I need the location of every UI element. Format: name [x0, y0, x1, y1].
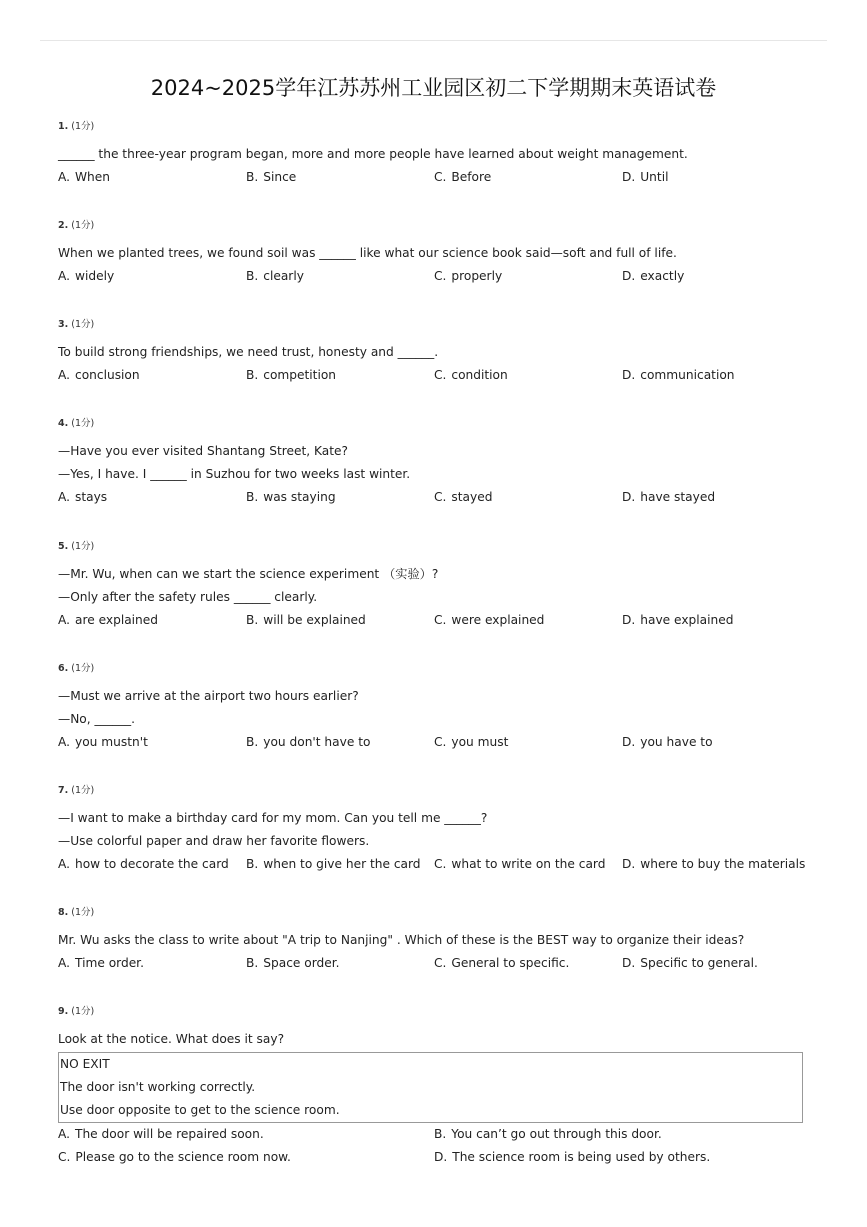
notice-line: Use door opposite to get to the science room. [60, 1103, 340, 1117]
question-5 [58, 540, 818, 632]
option-c[interactable]: C. what to write on the card [434, 857, 606, 871]
options-row [58, 364, 818, 387]
option-b[interactable]: B. will be explained [246, 613, 366, 627]
option-d[interactable]: D. have stayed [622, 490, 716, 504]
question-meta [58, 219, 818, 233]
page-title: 2024~2025学年江苏苏州工业园区初二下学期期末英语试卷 [150, 76, 717, 100]
question-stem-line: —I want to make a birthday card for my mom. Can you tell me ______? [58, 811, 488, 825]
question-9 [58, 1005, 818, 1169]
option-d[interactable]: D. The science room is being used by others. [434, 1150, 711, 1164]
option-c[interactable]: C. properly [434, 269, 503, 283]
option-a[interactable]: A. stays [58, 490, 108, 504]
question-number: 3. [58, 319, 69, 330]
option-c[interactable]: C. condition [434, 368, 508, 382]
options-row [58, 609, 818, 632]
option-a[interactable]: A. When [58, 170, 110, 184]
question-score: (1分) [71, 319, 95, 330]
question-stem-line: —Have you ever visited Shantang Street, Kate? [58, 444, 348, 458]
question-stem-line: —No, ______. [58, 712, 135, 726]
options-row [58, 952, 818, 975]
question-meta [58, 784, 818, 798]
option-c[interactable]: C. were explained [434, 613, 545, 627]
question-stem-line: —Use colorful paper and draw her favorite flowers. [58, 834, 370, 848]
question-score: (1分) [71, 541, 95, 552]
option-a[interactable]: A. The door will be repaired soon. [58, 1127, 264, 1141]
question-number: 6. [58, 663, 69, 674]
question-2 [58, 219, 818, 288]
options-row [58, 265, 818, 288]
option-c[interactable]: C. General to specific. [434, 956, 570, 970]
options-row [58, 486, 818, 509]
notice-line: The door isn't working correctly. [60, 1080, 256, 1094]
option-b[interactable]: B. when to give her the card [246, 857, 421, 871]
question-meta [58, 540, 818, 554]
question-score: (1分) [71, 418, 95, 429]
question-score: (1分) [71, 1006, 95, 1017]
question-number: 7. [58, 785, 69, 796]
question-3 [58, 318, 818, 387]
options-row [58, 1146, 818, 1169]
notice-box [58, 1052, 803, 1123]
notice-heading: NO EXIT [60, 1057, 110, 1071]
option-c[interactable]: C. Please go to the science room now. [58, 1150, 291, 1164]
option-d[interactable]: D. exactly [622, 269, 685, 283]
question-number: 5. [58, 541, 69, 552]
question-meta [58, 1005, 818, 1019]
option-a[interactable]: A. are explained [58, 613, 159, 627]
question-score: (1分) [71, 907, 95, 918]
question-number: 4. [58, 418, 69, 429]
option-b[interactable]: B. You can’t go out through this door. [434, 1127, 662, 1141]
option-b[interactable]: B. competition [246, 368, 337, 382]
question-stem: ______ the three-year program began, more and more people have learned about weight management. [58, 147, 688, 161]
question-number: 1. [58, 121, 69, 132]
question-score: (1分) [71, 220, 95, 231]
question-4 [58, 417, 818, 509]
option-d[interactable]: D. where to buy the materials [622, 857, 806, 871]
question-score: (1分) [71, 121, 95, 132]
option-d[interactable]: D. communication [622, 368, 735, 382]
question-stem: To build strong friendships, we need trust, honesty and ______. [58, 345, 439, 359]
question-meta [58, 120, 818, 134]
option-d[interactable]: D. Until [622, 170, 669, 184]
option-b[interactable]: B. clearly [246, 269, 304, 283]
option-d[interactable]: D. have explained [622, 613, 734, 627]
option-b[interactable]: B. Space order. [246, 956, 340, 970]
question-stem-line: —Only after the safety rules ______ clearly. [58, 590, 318, 604]
question-number: 8. [58, 907, 69, 918]
question-score: (1分) [71, 785, 95, 796]
option-a[interactable]: A. widely [58, 269, 115, 283]
options-row [58, 853, 818, 876]
option-a[interactable]: A. you mustn't [58, 735, 148, 749]
question-1 [58, 120, 818, 189]
options-row [58, 731, 818, 754]
question-stem: Look at the notice. What does it say? [58, 1032, 285, 1046]
option-b[interactable]: B. you don't have to [246, 735, 371, 749]
question-7 [58, 784, 818, 876]
option-c[interactable]: C. stayed [434, 490, 493, 504]
question-meta [58, 906, 818, 920]
option-d[interactable]: D. you have to [622, 735, 713, 749]
question-8 [58, 906, 818, 975]
question-6 [58, 662, 818, 754]
question-score: (1分) [71, 663, 95, 674]
question-meta [58, 417, 818, 431]
option-d[interactable]: D. Specific to general. [622, 956, 758, 970]
option-c[interactable]: C. you must [434, 735, 509, 749]
question-stem-line: —Yes, I have. I ______ in Suzhou for two weeks last winter. [58, 467, 411, 481]
question-number: 9. [58, 1006, 69, 1017]
option-a[interactable]: A. how to decorate the card [58, 857, 229, 871]
options-row [58, 166, 818, 189]
option-c[interactable]: C. Before [434, 170, 492, 184]
option-b[interactable]: B. Since [246, 170, 297, 184]
page-top-rule [40, 40, 827, 41]
question-stem-line: —Must we arrive at the airport two hours earlier? [58, 689, 359, 703]
option-a[interactable]: A. Time order. [58, 956, 144, 970]
question-stem: Mr. Wu asks the class to write about "A trip to Nanjing" . Which of these is the BEST way to organize their ideas? [58, 933, 745, 947]
options-row [58, 1123, 818, 1146]
question-number: 2. [58, 220, 69, 231]
option-a[interactable]: A. conclusion [58, 368, 140, 382]
question-meta [58, 662, 818, 676]
question-stem: When we planted trees, we found soil was ______ like what our science book said—soft and full of life. [58, 246, 677, 260]
question-stem-line: —Mr. Wu, when can we start the science experiment （实验）? [58, 567, 439, 581]
option-b[interactable]: B. was staying [246, 490, 336, 504]
question-meta [58, 318, 818, 332]
